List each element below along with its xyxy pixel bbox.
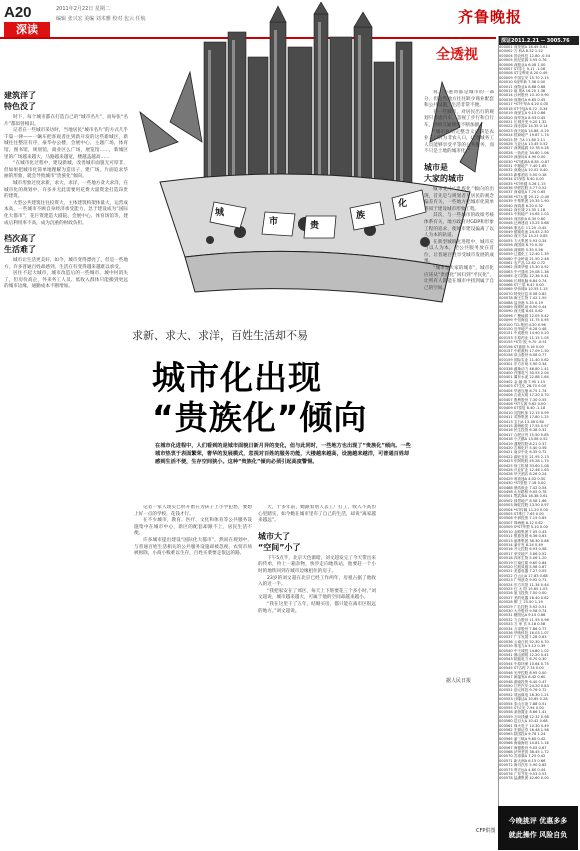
stock-row: 000089 深圳机场 6.90 0.44 xyxy=(499,304,547,309)
stock-row: 000554 泰山石油 7.88 0.51 xyxy=(499,701,547,706)
stock-row: 000409 ST泰复 8.40 -1.18 xyxy=(499,406,546,411)
stock-row: 000518 四环生物 5.06 1.20 xyxy=(499,556,547,561)
subheading: 特色没了 xyxy=(4,102,36,111)
stock-row: 000002 万 科A 8.32 1.22 xyxy=(499,49,543,54)
stock-row: 000061 农产品 12.62 0.72 xyxy=(499,260,546,265)
paragraph: “城市化的完整含义应该是农业人口转为非农人口，让进城务工人员能够享受平等的公共服务，而不只是土地的城市化。” xyxy=(424,129,494,155)
stock-row: 000425 徐工机械 33.60 1.08 xyxy=(499,463,549,468)
stock-row: 000526 旭飞投资 7.50 0.00 xyxy=(499,591,547,596)
stock-row: 000513 丽珠集团 36.30 0.86 xyxy=(499,538,549,543)
stock-row: 000159 国际实业 11.40 0.62 xyxy=(499,357,549,362)
stock-row: 000548 湖南投资 6.40 0.47 xyxy=(499,679,547,684)
stock-row: 000516 开元控股 6.93 0.58 xyxy=(499,547,547,552)
stock-row: 000158 常山股份 6.58 0.77 xyxy=(499,353,547,358)
stock-row: 000024 招商地产 19.87 1.74 xyxy=(499,133,549,138)
editor-line: 编辑 张兴宏 美编 刘术雅 校对 包云 任航 xyxy=(56,16,146,22)
stock-row: 000423 东阿阿胶 45.28 1.75 xyxy=(499,459,549,464)
stock-row: 000545 ST吉药 7.74 0.00 xyxy=(499,666,544,671)
stock-row: 000059 辽通化工 12.40 1.39 xyxy=(499,252,549,257)
stock-row: 000090 深天健 8.61 0.82 xyxy=(499,309,543,314)
stock-row: 000301 东方市场 5.90 0.34 xyxy=(499,362,547,367)
stock-row: 000528 柳 工 25.50 1.19 xyxy=(499,600,543,605)
stock-row: 000031 中粮地产 7.40 1.65 xyxy=(499,163,547,168)
advertisement-box xyxy=(498,806,578,850)
stock-row: 000537 广宇发展 7.28 0.83 xyxy=(499,635,547,640)
stock-row: 000066 长城电脑 6.84 0.74 xyxy=(499,278,547,283)
stock-row: 000533 万 家 乐 5.18 0.58 xyxy=(499,622,546,627)
stock-row: 000038 *ST大通 20.12 -0.40 xyxy=(499,194,550,199)
stock-row: 000514 渝开发 8.24 0.49 xyxy=(499,542,543,547)
stock-row: 000570 苏常柴A 7.25 0.42 xyxy=(499,754,546,759)
headline-line-2: “贵族化”倾向 xyxy=(152,398,368,437)
lead-summary: 在城市化进程中，人们看到的是城市面貌日新月异的变化，但与此同时，一些地方也出现了“贵族化”倾向。一些城市热衷于表面繁荣，奢华的发展模式，忽视对百姓的服务功能，大楼越来越高，设施越来越洋，可普通百姓却感到生活不便，生存空间狭小。这种“贵族化”倾向必须引起高度警惕。 xyxy=(155,443,411,465)
paragraph: 居住不起大城市，城市改造后的一些城市，城中村消失了，但房价高企，外来务工人员、低收入群体只能搬到更远的城市边缘，通勤成本不断增加。 xyxy=(4,271,128,290)
section-badge: 深读 xyxy=(4,22,50,38)
stock-row: 000063 中兴通讯 29.08 1.36 xyxy=(499,269,549,274)
subheading: 建筑洋了 xyxy=(4,91,36,100)
stock-row: 000419 通程控股 8.21 0.37 xyxy=(499,441,547,446)
stock-row: 000553 沙隆达A 10.65 0.28 xyxy=(499,697,548,702)
stock-row: 000058 深赛格 5.35 0.56 xyxy=(499,247,543,252)
stock-row: 000153 丰原药业 11.15 1.05 xyxy=(499,335,549,340)
stock-row: 000578 盐湖集团 42.60 0.00 xyxy=(499,776,549,781)
stock-row: 000519 江南红箭 9.60 0.84 xyxy=(499,560,547,565)
stock-row: 000069 华侨城A 10.55 1.15 xyxy=(499,287,548,292)
stock-row: 000001 深发展A 16.45 0.61 xyxy=(499,45,548,49)
stock-rows xyxy=(499,45,579,781)
paragraph: 城市让生活更美好，如今，城市变得漂亮了，但是一些地方，许多普通百姓却感到，生活在有变得越来越难以承受。 xyxy=(4,258,128,270)
stock-row: 000150 宜华地产 6.28 0.48 xyxy=(499,327,547,331)
stock-row: 000551 创元科技 9.76 0.72 xyxy=(499,688,547,693)
stock-row: 000060 中金岭南 21.50 2.48 xyxy=(499,256,549,261)
paragraph: “我在这里干了五年，结婚买房，都只能在离市区很远的地方。”刘文超说。 xyxy=(258,601,376,614)
stock-row: 000157 中联重科 17.09 1.30 xyxy=(499,349,549,354)
middle-column xyxy=(134,505,252,835)
subheading: 大家的城市 xyxy=(424,173,464,183)
stock-row: 000567 海德股份 9.05 0.67 xyxy=(499,745,547,750)
stock-row: 000039 中集集团 20.35 1.90 xyxy=(499,199,549,204)
stock-row: 000411 英特集团 17.80 1.25 xyxy=(499,415,549,420)
stock-row: 000539 粤电力A 5.12 0.39 xyxy=(499,644,546,649)
stock-row: 000517 荣安地产 3.86 0.52 xyxy=(499,551,547,556)
flag-char-4: 族 xyxy=(356,211,366,221)
stock-row: 000426 兴业矿业 12.46 1.63 xyxy=(499,468,549,472)
stock-row: 000568 泸州老窖 38.45 1.72 xyxy=(499,750,549,754)
stock-row: 000088 盐田港 5.35 0.19 xyxy=(499,300,543,305)
headline-kicker: 求新、求大、求洋，百姓生活却不易 xyxy=(132,329,308,342)
stock-row: 000558 莱茵置业 8.66 1.41 xyxy=(499,710,547,715)
stock-row: 000030 *ST盛润A 6.85 -0.87 xyxy=(499,159,550,164)
flag-char-2: 市 xyxy=(269,217,279,227)
stock-row: 000014 沙河股份 10.10 0.90 xyxy=(499,93,549,98)
subheading: “空间”小了 xyxy=(258,542,301,552)
stock-table-title: 深证2011.2.21 -- 3005.76 xyxy=(499,36,579,45)
paragraph: 在不少城市，教育、医疗、文化和体育等公共服务设施集中在城市中心，新区的配套却跟不上，居民生活不便。 xyxy=(134,518,252,537)
stock-row: 000078 海王生物 7.42 1.50 xyxy=(499,296,547,301)
stock-row: 000023 深天地A 14.88 -0.20 xyxy=(499,128,549,133)
stock-row: 000400 许继电气 30.55 2.04 xyxy=(499,371,549,376)
stock-row: 000042 深长城 21.35 1.18 xyxy=(499,208,546,213)
stock-row: 000070 特发信息 8.58 0.82 xyxy=(499,291,547,296)
paragraph: 许多城市提出建设“国际化大都市”，然而在规划中，与普通百姓生活相关的公共服务设施却被忽视，农贸市场被拆除，小商小贩难以生存，百姓买菜要走很远的路。 xyxy=(134,537,252,557)
stock-row: 000011 深物业A 8.88 0.68 xyxy=(499,84,546,89)
stock-row: 000509 S*ST华塑 5.10 0.00 xyxy=(499,525,548,530)
stock-row: 000406 石油大明 17.20 0.70 xyxy=(499,393,549,398)
stock-row: 000520 长航凤凰 5.98 0.67 xyxy=(499,564,547,569)
stock-row: 000503 海虹控股 13.50 0.97 xyxy=(499,503,549,508)
paragraph: “城市是大家的城市”，城市化应该从“贵族化”回归到“平民化”，让所有人都能在城市中找到属于自己的空间。 xyxy=(424,266,494,291)
stock-row: 000501 鄂武商A 16.38 0.61 xyxy=(499,494,548,499)
stock-row: 000062 深圳华强 15.30 0.92 xyxy=(499,265,549,270)
stock-row: 000019 深深宝A 9.15 0.66 xyxy=(499,111,546,116)
stock-row: 000546 光华控股 8.95 0.00 xyxy=(499,670,547,675)
stock-row: 000407 胜利股份 7.30 0.55 xyxy=(499,397,547,402)
stock-row: 000151 中成股份 14.90 0.20 xyxy=(499,331,549,336)
subheading: 生活难了 xyxy=(4,245,36,255)
stock-row: 000418 小天鹅A 13.58 0.52 xyxy=(499,437,548,442)
stock-row: 000007 ST零七 9.11 -1.08 xyxy=(499,67,546,72)
stock-row: 000531 穗恒运A 9.10 0.66 xyxy=(499,613,546,618)
middle-column-2 xyxy=(258,505,376,835)
stock-row: 000421 南京中北 8.35 0.72 xyxy=(499,450,547,455)
stock-row: 000540 中天城投 14.80 1.02 xyxy=(499,648,549,653)
stock-row: 000040 深鸿基 6.20 0.32 xyxy=(499,203,543,208)
paragraph: 记者在一些城市采访时，当地居民“城市名片”的方式几乎千篇一律——一辆车把客观者往到新开发的这些新城区，新城往往整洁有序，豪华办公楼，会展中心，主题广场，体育馆，图书馆，规划馆，商业区么广场，展览馆……，新城区里的广场越来越大，马路越来越宽，楼越盖越高…… xyxy=(4,128,128,160)
stock-row: 000055 方大集团 5.93 0.34 xyxy=(499,238,547,243)
paragraph: “在城市化过程中，建设新城，改善城市面貌无可厚非，但如果把城市化简单地理解为造房子，建广场，片面追求华丽的形象，就会导致城市“贵族化”倾向。 xyxy=(4,161,128,180)
stock-row: 000565 渝三峡A 9.60 0.42 xyxy=(499,736,546,741)
stock-row: 000522 白云山A 17.83 0.68 xyxy=(499,573,548,578)
stock-row: 000561 烽火电子 10.30 0.49 xyxy=(499,723,549,728)
paragraph: 其次，与一些城市的政绩考核体系有关，地方政府对GDP和形象工程的追求，使城市建设偏离了以人为本的轨道。 xyxy=(424,213,494,239)
stock-row: 000543 皖能电力 6.70 0.30 xyxy=(499,657,547,662)
stock-row: 000025 特 力A 11.60 2.11 xyxy=(499,137,546,142)
stock-row: 000562 宏源证券 16.48 1.98 xyxy=(499,727,549,732)
stock-row: 000065 北方国际 12.36 0.41 xyxy=(499,274,549,279)
paragraph: 时下，每个城市都在打造自己的“城市名片”，而每张“名片”都似曾相识。 xyxy=(4,115,128,127)
stock-row: 000504 *ST传媒 11.20 0.00 xyxy=(499,507,548,512)
stock-row: 000428 华天酒店 8.26 0.24 xyxy=(499,472,547,477)
stock-row: 000541 佛山照明 12.20 0.41 xyxy=(499,653,549,658)
stock-row: 000017 *ST中华A 4.20 0.00 xyxy=(499,102,549,107)
stock-row: 000006 深振业A 6.08 1.00 xyxy=(499,62,546,67)
stock-row: 000016 深康佳A 6.65 0.45 xyxy=(499,97,546,102)
stock-row: 000563 陕国投A 9.78 1.24 xyxy=(499,732,546,737)
stock-row: 000523 广州浪奇 9.92 0.71 xyxy=(499,578,547,583)
ad-line-1: 今晚挑评 优惠多多 xyxy=(508,817,568,825)
stock-row: 000536 华映科技 16.03 1.07 xyxy=(499,631,549,636)
stock-row: 000012 南 玻A 16.20 1.38 xyxy=(499,89,546,94)
stock-row: 000532 力合股份 11.55 0.96 xyxy=(499,617,549,622)
paragraph: 大，十多年前，她跟着别人去工厂打工，收入不高但心里踏实，如今她在城市里有了自己的生活，却说“离家越来越远”。 xyxy=(258,505,376,524)
stock-row: 000521 美菱电器 7.27 0.55 xyxy=(499,569,547,574)
stock-row: 000068 ST三星 6.47 0.00 xyxy=(499,282,544,287)
feature-tag: 全透视 xyxy=(436,47,478,63)
stock-row: 000416 民生投资 6.38 0.31 xyxy=(499,428,547,433)
paragraph: 城市形象过度求新，求大，求洋，一些地方贪大求洋，在城市化的规划中，许多并无此需要用花费大量资金打造昂贵的建筑。 xyxy=(4,180,128,200)
page-number: A20 xyxy=(4,4,32,21)
photo-credit: CFP供图 xyxy=(476,828,496,834)
stock-row: 000511 银基发展 6.36 0.63 xyxy=(499,534,547,539)
stock-row: 000403 ST生化 28.70 0.00 xyxy=(499,384,547,389)
stock-row: 000534 万泽股份 7.86 0.77 xyxy=(499,626,547,631)
stock-row: 000422 湖北宜化 21.95 2.13 xyxy=(499,454,549,459)
stock-row: 000550 江铃汽车 24.20 0.83 xyxy=(499,683,549,688)
stock-row: 000555 ST太光 7.94 0.00 xyxy=(499,705,544,710)
stock-row: 000544 中原环保 10.64 0.75 xyxy=(499,661,549,666)
stock-row: 000048 康达尔 11.20 -0.45 xyxy=(499,225,547,230)
stock-row: 000525 红 太 阳 15.65 1.03 xyxy=(499,586,548,591)
stock-row: 000524 东方宾馆 11.34 0.44 xyxy=(499,582,549,587)
paragraph: 记者一家人现实已经开始在为孩子上小学犯愁，要想上好一点的学校，花钱才行。 xyxy=(134,505,252,517)
stock-row: 000410 沈阳机床 12.15 0.99 xyxy=(499,410,549,415)
stock-row: 000560 昆百大A 10.42 0.68 xyxy=(499,719,548,724)
stock-row: 000547 闽福发A 8.42 0.60 xyxy=(499,675,546,680)
stock-row: 000507 珠海港 8.12 0.62 xyxy=(499,520,543,525)
stock-row: 000572 海马汽车 5.90 0.85 xyxy=(499,763,547,768)
stock-row: 000417 合肥百货 15.50 0.85 xyxy=(499,432,549,437)
stock-row: 000404 华意压缩 8.75 1.74 xyxy=(499,388,547,393)
stock-row: 000402 金 融 街 7.95 1.15 xyxy=(499,379,546,384)
stock-row: 000552 靖远煤电 18.30 1.21 xyxy=(499,692,549,697)
stock-row: 000049 德赛电池 24.45 2.50 xyxy=(499,230,549,235)
stock-row: 000029 深深房A 4.90 0.00 xyxy=(499,155,546,160)
stock-row: 000020 深华发A 8.93 0.45 xyxy=(499,115,546,120)
stock-row: 000156 ST嘉瑞 5.16 0.00 xyxy=(499,344,544,349)
stock-quote-table xyxy=(498,36,579,806)
stock-row: 000036 华联控股 5.77 0.52 xyxy=(499,186,547,190)
stock-row: 000008 ST宝利来 8.20 0.49 xyxy=(499,71,548,76)
subheading: 城市是 xyxy=(424,162,448,172)
stock-row: 000100 TCL集团 4.20 0.96 xyxy=(499,322,546,327)
newspaper-masthead: 齐鲁晚报 xyxy=(458,8,523,26)
stock-row: 000035 *ST科健 5.26 1.15 xyxy=(499,181,546,186)
stock-row: 000420 吉林化纤 5.40 0.56 xyxy=(499,445,547,450)
stock-row: 000576 广东甘化 9.53 0.53 xyxy=(499,772,547,777)
subheading: 档次高了 xyxy=(4,234,36,244)
stock-row: 000510 金路集团 7.05 0.43 xyxy=(499,529,547,534)
stock-row: 000021 长城开发 9.20 1.32 xyxy=(499,119,547,124)
date-line: 2011年2月22日 星期二 xyxy=(56,6,110,12)
stock-row: 000413 宝石A 13.38 0.60 xyxy=(499,419,545,424)
stock-row: 000022 深赤湾A 14.35 0.14 xyxy=(499,124,548,129)
stock-row: 000032 深桑达A 10.02 0.40 xyxy=(499,168,548,173)
stock-row: 000037 深南电A 7.70 0.65 xyxy=(499,190,546,195)
stock-row: 000026 飞亚达A 13.45 0.52 xyxy=(499,141,548,146)
stock-row: 000529 广弘控股 5.92 0.51 xyxy=(499,604,547,609)
stock-row: 000045 深纺织A 8.30 0.60 xyxy=(499,216,546,221)
paragraph: 下午5点半，北京天色渐暗，刘文超发完了今天带出来的传单，拎上一箱杂物，快步走向地铁站，他要赶一个小时的地铁回到在城市边缘租住的房子。 xyxy=(258,555,376,574)
stock-row: 000099 中信海直 11.75 0.95 xyxy=(499,318,549,323)
stock-row: 000028 一致药业 34.60 1.06 xyxy=(499,150,549,155)
stock-row: 000043 中航地产 14.65 1.03 xyxy=(499,212,549,217)
stock-row: 000498 山东路桥 9.05 0.78 xyxy=(499,490,547,495)
flag-char-1: 城 xyxy=(215,208,225,218)
flag-char-3: 贵 xyxy=(310,221,320,231)
paragraph: 城市化中“贵族化”倾向的出现，首先是与规划者及居民的观念偏差有关，一些地方把城市化简单等同于建设城市形象工程。 xyxy=(424,186,494,212)
stock-row: 000056 深国商 6.70 0.30 xyxy=(499,243,543,248)
stock-row: 000430 *ST张股 7.18 0.00 xyxy=(499,481,546,486)
stock-row: 000338 潍柴动力 46.80 1.41 xyxy=(499,366,549,371)
stock-row: 000010 S深华新 7.36 0.00 xyxy=(499,80,546,85)
stock-row: 000050 深天马A 14.21 0.85 xyxy=(499,234,548,239)
stock-row: 000559 万向钱潮 12.32 0.98 xyxy=(499,714,549,719)
stock-row: 000034 ST深泰 8.40 0.00 xyxy=(499,177,544,182)
paragraph: 说，小港湾都是城市的一部分，但这些地方往往缺少商业配套和公共设施，生活非常不便。 xyxy=(424,90,494,109)
paragraph: 大型公共建筑往往投资大，主体建筑构架体量大，运营成本高，一些城市不顾自身经济承受能力，急于建设成为“国际化大都市”，花巨资建造大剧院、会展中心、体育场馆等，建成后利用率不高，成为沉重的财政负担。 xyxy=(4,200,128,226)
stock-row: 000502 绿景地产 8.58 1.66 xyxy=(499,498,547,503)
right-column xyxy=(424,90,494,810)
stock-row: 000505 ST珠江 7.65 0.00 xyxy=(499,512,544,517)
paragraph: 在新型城镇化进程中，城市应当以人为本，把公共服务放在首位，让普通百姓享受城市发展的成果。 xyxy=(424,239,494,265)
stock-row: 000046 泛海建设 13.25 0.68 xyxy=(499,221,549,226)
paragraph: “我把家安在了郊区，每天上下班要花三个多小时。”刘文超说，城市越来越大，可属于他的空间却越来越小。 xyxy=(258,588,376,601)
left-column xyxy=(4,90,128,840)
stock-row: 000527 美的电器 18.40 0.82 xyxy=(499,595,549,600)
stock-row: 000506 中润投资 7.15 0.85 xyxy=(499,516,547,521)
stock-row: 000004 国农科技 12.80 -0.54 xyxy=(499,53,551,58)
stock-row: 000415 渤海租赁 17.55 0.97 xyxy=(499,423,549,428)
stock-row: 000488 晨鸣纸业 7.42 0.54 xyxy=(499,485,547,490)
stock-row: 000401 冀东水泥 22.88 1.64 xyxy=(499,375,549,380)
stock-row: 000018 ST中冠A 8.72 -0.34 xyxy=(499,106,548,111)
headline-line-1: 城市化出现 xyxy=(152,358,322,397)
paragraph: 在一些城市，对居民出行的规划只考虑汽车，忽视了步行和自行车，导致交通拥堵不断加剧。 xyxy=(424,109,494,128)
stock-row: 000005 世纪星源 3.95 0.76 xyxy=(499,58,547,63)
stock-row: 000538 云南白药 52.30 0.70 xyxy=(499,639,549,644)
stock-row: 000408 *ST玉源 9.62 0.00 xyxy=(499,401,546,406)
source-byline: 据人民日报 xyxy=(446,678,472,684)
stock-row: 000096 广聚能源 12.05 0.42 xyxy=(499,313,549,318)
paragraph: 23岁的刘文超在北京已经工作两年，房租占据了他收入的近一半。 xyxy=(258,575,376,588)
stock-row: 000566 海南海药 14.81 1.16 xyxy=(499,741,549,746)
stock-row: 000155 *ST川化 9.70 -0.51 xyxy=(499,340,547,345)
flag-char-5: 化 xyxy=(398,199,408,209)
ad-line-2: 就此操作 风险自负 xyxy=(508,831,568,839)
stock-row: 000573 粤宏远A 4.60 0.44 xyxy=(499,767,546,772)
stock-row: 000571 新大洲A 6.15 0.66 xyxy=(499,758,546,763)
stock-row: 000009 中国宝安 15.70 2.15 xyxy=(499,75,549,80)
stock-row: 000027 深圳能源 10.78 0.28 xyxy=(499,146,549,151)
stock-row: 000033 新都酒店 5.50 0.18 xyxy=(499,172,547,177)
stock-row: 000429 粤高速A 4.02 0.50 xyxy=(499,476,546,481)
stock-row: 000530 大冷股份 9.58 0.74 xyxy=(499,609,547,613)
subheading: 城市大了 xyxy=(258,531,290,541)
